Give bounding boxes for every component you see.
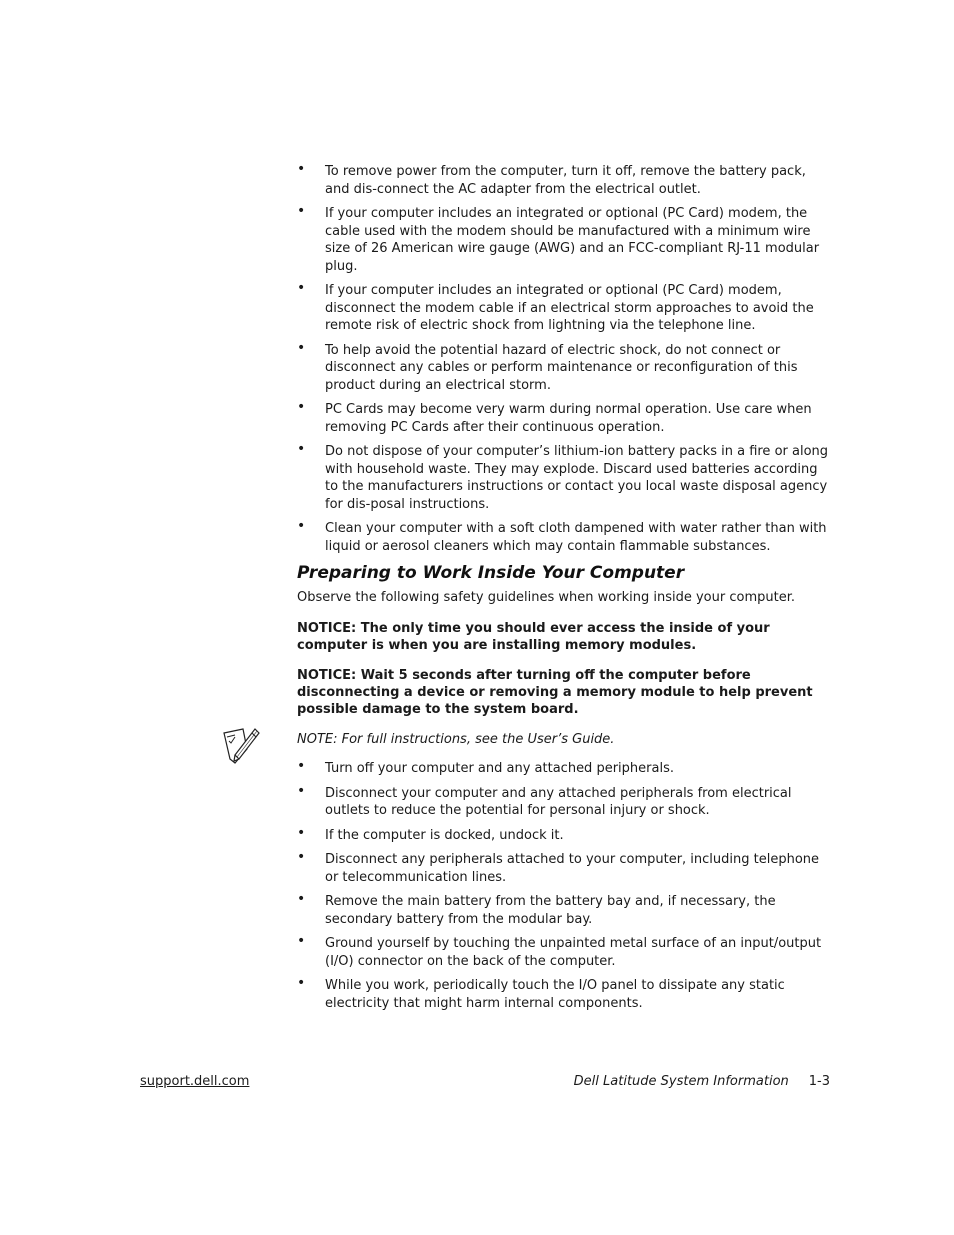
bullet-icon: • — [297, 280, 306, 296]
support-link[interactable]: support.dell.com — [140, 1074, 250, 1089]
list-item: • While you work, periodically touch the I/O panel to dissipate any static electricity that might harm internal components. — [297, 975, 785, 1011]
bullet-icon: • — [297, 975, 306, 991]
bullet-icon: • — [297, 933, 306, 949]
pencil-note-icon — [221, 725, 261, 765]
bullet-icon: • — [297, 161, 306, 177]
footer-right — [574, 1074, 830, 1089]
section-intro: Observe the following safety guidelines when working inside your computer. — [297, 590, 795, 605]
footer-title: Dell Latitude System Information — [573, 1074, 789, 1089]
bullet-icon: • — [297, 824, 306, 841]
preparation-bullet-list — [297, 760, 832, 1012]
list-item: • Ground yourself by touching the unpainted metal surface of an input/output (I/O) connector on the back of the computer. — [297, 933, 822, 969]
list-item: • Clean your computer with a soft cloth dampened with water rather than with liquid or aerosol cleaners which may contain flammable substances. — [297, 518, 827, 554]
list-item: • Do not dispose of your computer’s lithium-ion battery packs in a fire or along with household waste. They may explode. Discard used batteries according to the manufacturers instructions or contact you local waste disposal agency for dis-posal instructions. — [297, 441, 829, 512]
notice-wait: NOTICE: Wait 5 seconds after turning off the computer before disconnecting a device or removing a memory module to help prevent possible damage to the system board. — [297, 667, 813, 717]
preparing-section — [297, 563, 832, 1019]
bullet-icon: • — [297, 441, 306, 457]
bullet-icon: • — [297, 758, 306, 774]
list-item: • If your computer includes an integrated or optional (PC Card) modem, disconnect the modem cable if an electrical storm approaches to avoid the remote risk of electric shock from lightning via the telephone line. — [297, 280, 814, 333]
top-bullet-list-container — [297, 163, 832, 562]
list-item: • To help avoid the potential hazard of electric shock, do not connect or disconnect any cables or perform maintenance or reconfiguration of this product during an electrical storm. — [297, 339, 798, 393]
bullet-icon: • — [297, 849, 306, 865]
page-number: 1-3 — [808, 1074, 830, 1089]
list-item: • Remove the main battery from the battery bay and, if necessary, the secondary battery from the modular bay. — [297, 891, 776, 927]
list-item: • Disconnect your computer and any attached peripherals from electrical outlets to reduce the potential for personal injury or shock. — [297, 782, 792, 818]
list-item: • If the computer is docked, undock it. — [297, 824, 564, 843]
page-footer — [140, 1074, 830, 1089]
note-paragraph — [297, 731, 832, 749]
list-item: • To remove power from the computer, turn it off, remove the battery pack, and dis-connect the AC adapter from the electrical outlet. — [297, 161, 806, 197]
bullet-icon: • — [297, 891, 306, 907]
notice-memory: NOTICE: The only time you should ever access the inside of your computer is when you are installing memory modules. — [297, 620, 770, 653]
section-title: Preparing to Work Inside Your Computer — [297, 563, 685, 583]
note-text: NOTE: For full instructions, see the User’s Guide. — [297, 731, 615, 747]
list-item: • PC Cards may become very warm during normal operation. Use care when removing PC Cards after their continuous operation. — [297, 399, 812, 435]
list-item: • Turn off your computer and any attached peripherals. — [297, 758, 674, 776]
bullet-icon: • — [297, 399, 306, 415]
bullet-icon: • — [297, 339, 306, 356]
bullet-icon: • — [297, 782, 306, 799]
bullet-icon: • — [297, 203, 306, 219]
list-item: • Disconnect any peripherals attached to your computer, including telephone or telecommunication lines. — [297, 849, 820, 885]
safety-bullet-list — [297, 163, 832, 555]
bullet-icon: • — [297, 518, 306, 534]
list-item: • If your computer includes an integrated or optional (PC Card) modem, the cable used with the modem should be manufactured with a minimum wire size of 26 American wire gauge (AWG) and an FCC-compliant RJ-11 modular plug. — [297, 203, 820, 274]
